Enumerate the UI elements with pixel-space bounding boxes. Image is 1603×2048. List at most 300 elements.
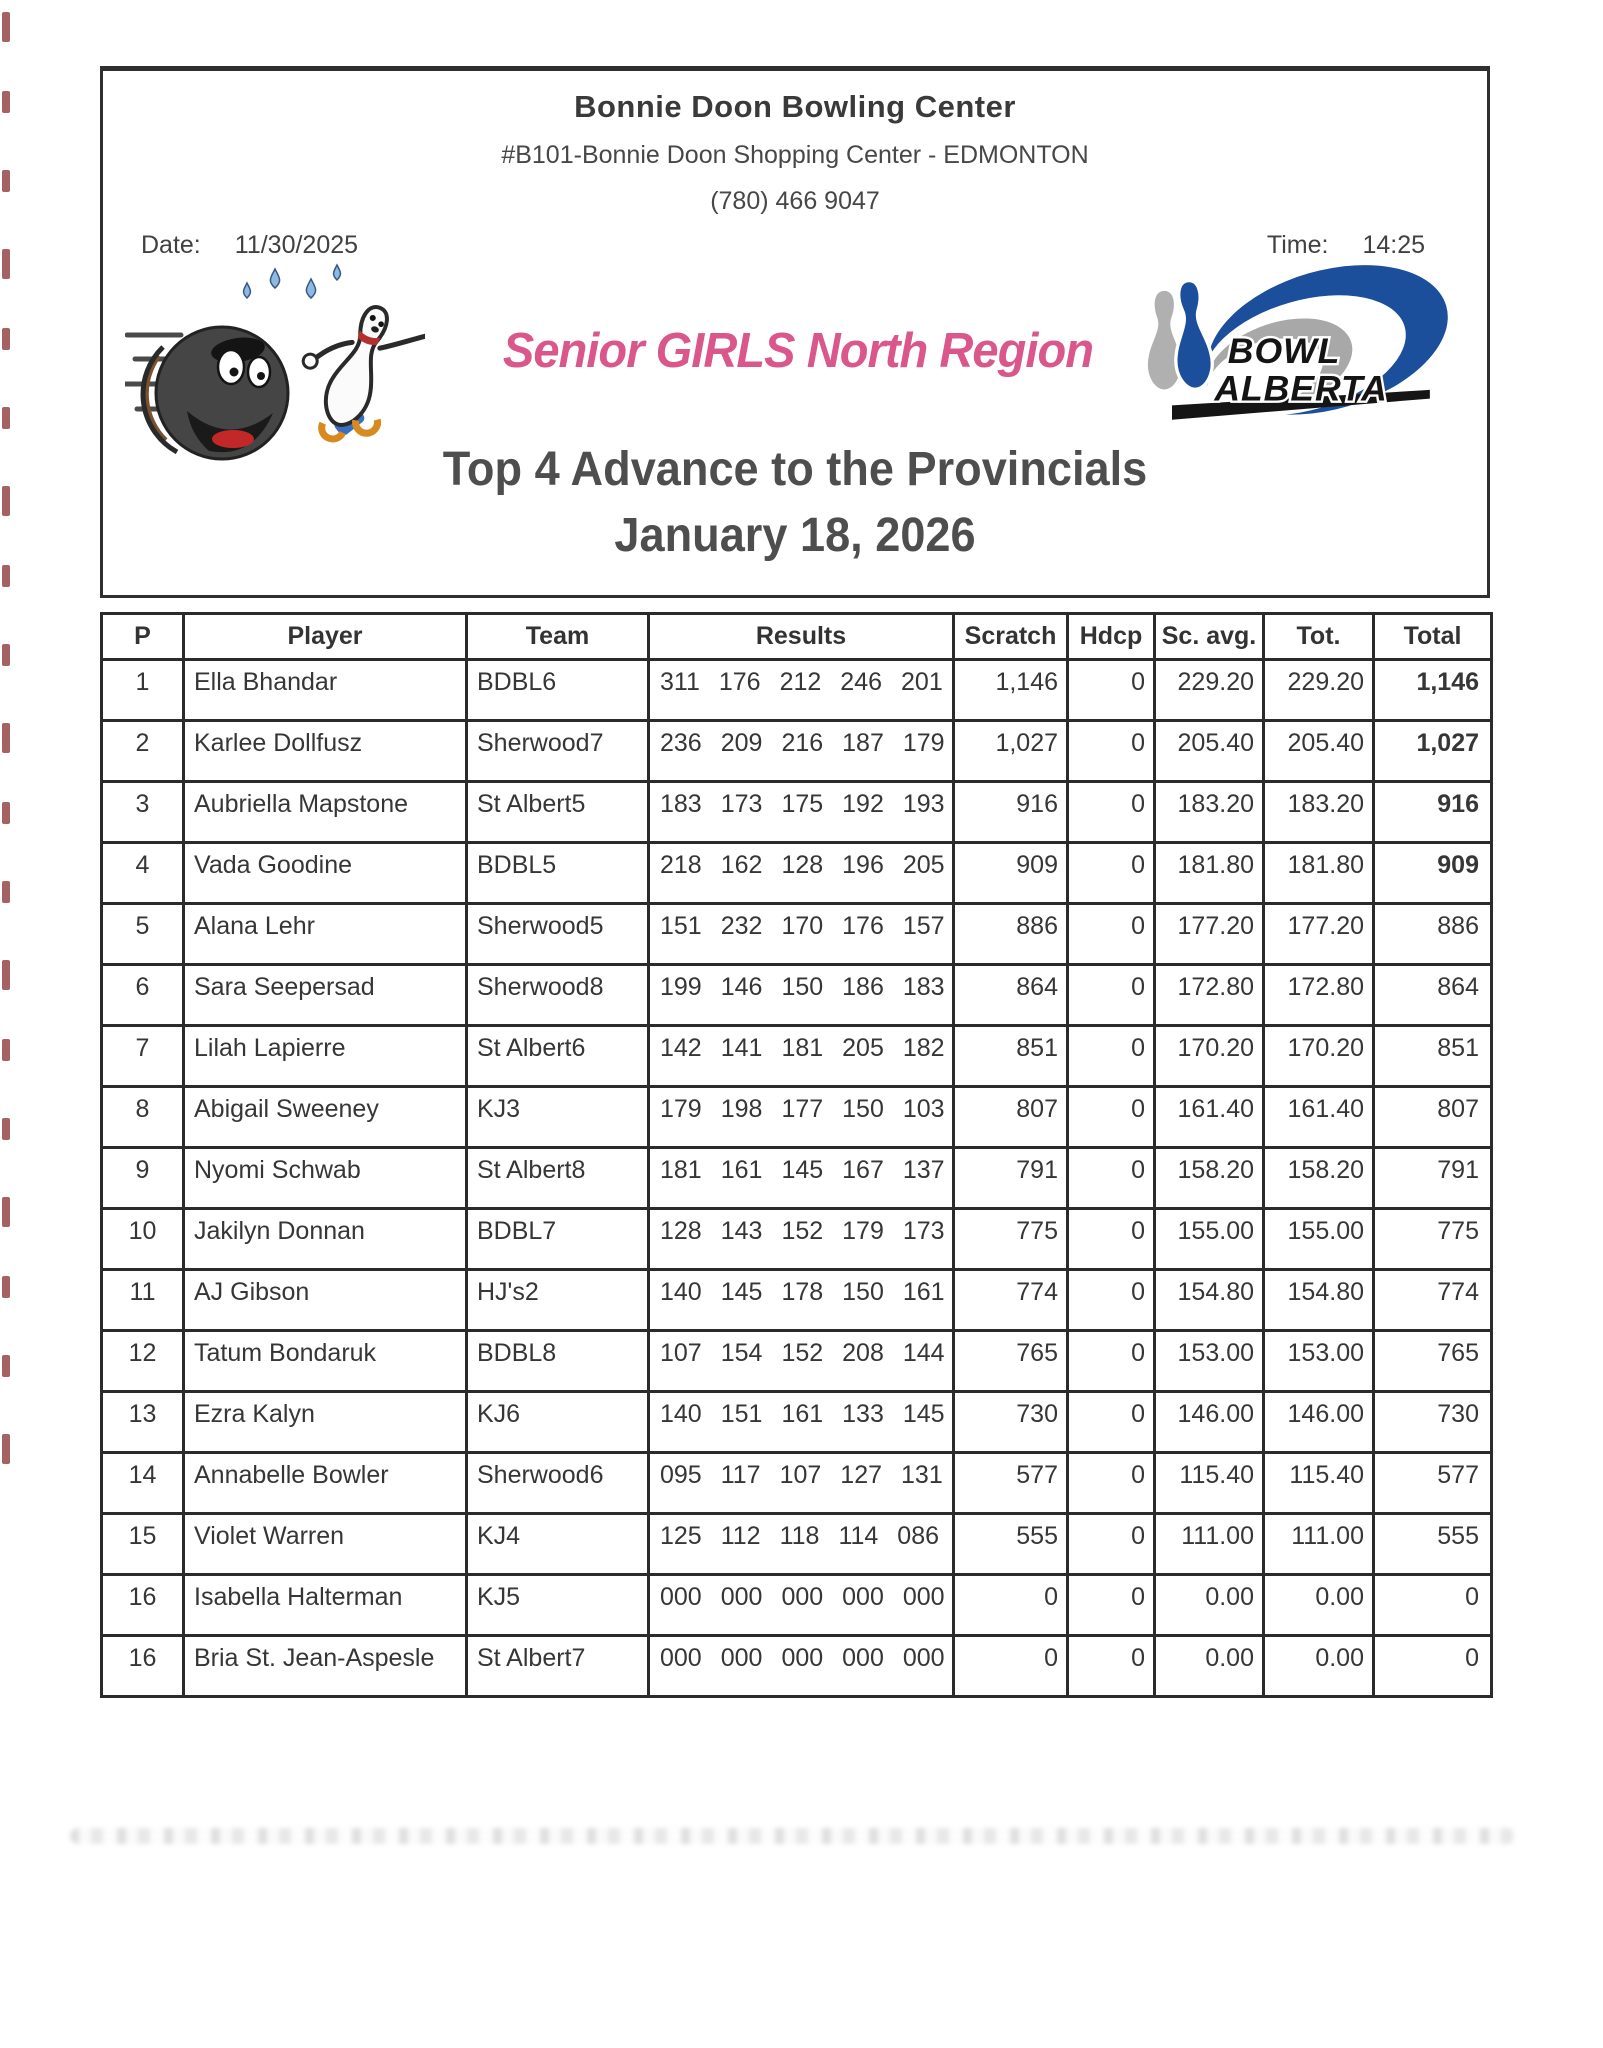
rank-cell: 16 [102,1575,184,1636]
table-row [102,1209,1492,1270]
scan-edge-mark [2,565,10,587]
game-score: 201 [901,668,943,696]
game-score: 142 [660,1034,702,1062]
team-cell: KJ4 [467,1514,649,1575]
game-score: 000 [842,1583,884,1611]
game-score: 183 [660,790,702,818]
total-cell: 774 [1374,1270,1492,1331]
results-cell [649,1026,954,1087]
scan-edge-mark [2,1276,10,1298]
date-field [141,231,358,263]
table-row [102,782,1492,843]
results-cell [649,1087,954,1148]
tot-cell: 183.20 [1264,782,1374,843]
scratch-cell: 916 [954,782,1068,843]
rank-cell: 16 [102,1636,184,1697]
game-score: 107 [779,1461,822,1489]
tot-cell: 155.00 [1264,1209,1374,1270]
table-row [102,1514,1492,1575]
game-score: 176 [842,912,884,940]
game-score: 181 [660,1156,702,1184]
player-cell: Abigail Sweeney [184,1087,467,1148]
results-cell [649,660,954,721]
tot-cell: 115.40 [1264,1453,1374,1514]
game-score: 000 [902,1644,945,1672]
game-score: 182 [902,1034,945,1062]
hdcp-cell: 0 [1068,660,1155,721]
scan-edge-mark [2,1197,10,1227]
rank-cell: 15 [102,1514,184,1575]
game-score: 133 [842,1400,884,1428]
sc-avg-cell: 154.80 [1155,1270,1264,1331]
hdcp-cell: 0 [1068,1453,1155,1514]
hdcp-cell: 0 [1068,1270,1155,1331]
center-phone: (780) 466 9047 [710,187,880,215]
sc-avg-cell: 0.00 [1155,1636,1264,1697]
game-score: 145 [902,1400,945,1428]
results-cell [649,1636,954,1697]
total-cell: 1,027 [1374,721,1492,782]
sc-avg-cell: 111.00 [1155,1514,1264,1575]
hdcp-cell: 0 [1068,1514,1155,1575]
game-score: 112 [720,1522,761,1550]
table-row [102,1087,1492,1148]
game-score: 193 [902,790,945,818]
col-header-hdcp: Hdcp [1068,614,1155,660]
game-score: 128 [781,851,824,879]
game-score: 196 [842,851,884,879]
scratch-cell: 886 [954,904,1068,965]
hdcp-cell: 0 [1068,965,1155,1026]
game-score: 000 [842,1644,884,1672]
time-value: 14:25 [1362,231,1425,259]
game-score: 186 [842,973,884,1001]
table-header-row [102,614,1492,660]
game-score: 192 [842,790,884,818]
results-cell [649,1392,954,1453]
hdcp-cell: 0 [1068,1636,1155,1697]
scan-edge-mark [2,1039,10,1061]
team-cell: St Albert6 [467,1026,649,1087]
game-score: 161 [781,1400,824,1428]
scratch-cell: 765 [954,1331,1068,1392]
game-score: 198 [720,1095,763,1123]
scan-edge-mark [2,486,10,516]
logo-text-alberta: ALBERTA [1214,368,1388,409]
bowl-alberta-logo [1129,261,1469,439]
game-score: 000 [781,1644,824,1672]
game-score: 167 [842,1156,884,1184]
game-score: 157 [902,912,945,940]
table-row [102,1331,1492,1392]
game-score: 179 [902,729,945,757]
total-cell: 1,146 [1374,660,1492,721]
team-cell: BDBL5 [467,843,649,904]
scan-edge-mark [2,960,10,990]
total-cell: 765 [1374,1331,1492,1392]
game-score: 145 [720,1278,763,1306]
tot-cell: 0.00 [1264,1575,1374,1636]
game-score: 173 [720,790,763,818]
table-row [102,965,1492,1026]
game-score: 150 [842,1095,884,1123]
scratch-cell: 791 [954,1148,1068,1209]
game-score: 150 [842,1278,884,1306]
game-score: 162 [720,851,763,879]
col-header-sc-avg: Sc. avg. [1155,614,1264,660]
game-score: 145 [781,1156,824,1184]
scan-edge-mark [2,881,10,903]
game-score: 205 [902,851,945,879]
game-score: 143 [720,1217,763,1245]
game-score: 154 [720,1339,763,1367]
scan-edge-mark [2,723,10,753]
rank-cell: 7 [102,1026,184,1087]
total-cell: 807 [1374,1087,1492,1148]
sc-avg-cell: 177.20 [1155,904,1264,965]
table-row [102,1575,1492,1636]
scratch-cell: 555 [954,1514,1068,1575]
scan-edge-mark [2,91,10,113]
tot-cell: 177.20 [1264,904,1374,965]
game-score: 095 [660,1461,702,1489]
total-cell: 851 [1374,1026,1492,1087]
team-cell: HJ's2 [467,1270,649,1331]
game-score: 086 [897,1522,940,1550]
date-value: 11/30/2025 [234,231,359,259]
game-score: 187 [842,729,884,757]
team-cell: KJ6 [467,1392,649,1453]
announcement-line1: Top 4 Advance to the Provincials [442,443,1148,496]
game-score: 114 [838,1522,879,1550]
hdcp-cell: 0 [1068,904,1155,965]
scratch-cell: 0 [954,1636,1068,1697]
sc-avg-cell: 146.00 [1155,1392,1264,1453]
player-cell: Karlee Dollfusz [184,721,467,782]
sc-avg-cell: 229.20 [1155,660,1264,721]
table-row [102,904,1492,965]
tot-cell: 172.80 [1264,965,1374,1026]
player-cell: Sara Seepersad [184,965,467,1026]
game-score: 232 [720,912,763,940]
hdcp-cell: 0 [1068,1392,1155,1453]
game-score: 140 [660,1400,702,1428]
sc-avg-cell: 115.40 [1155,1453,1264,1514]
team-cell: BDBL8 [467,1331,649,1392]
table-row [102,721,1492,782]
rank-cell: 5 [102,904,184,965]
team-cell: St Albert8 [467,1148,649,1209]
hdcp-cell: 0 [1068,782,1155,843]
game-score: 179 [660,1095,702,1123]
sc-avg-cell: 0.00 [1155,1575,1264,1636]
game-score: 209 [720,729,763,757]
tot-cell: 181.80 [1264,843,1374,904]
rank-cell: 8 [102,1087,184,1148]
game-score: 208 [842,1339,884,1367]
player-cell: Jakilyn Donnan [184,1209,467,1270]
col-header-scratch: Scratch [954,614,1068,660]
team-cell: St Albert5 [467,782,649,843]
game-score: 151 [720,1400,763,1428]
total-cell: 555 [1374,1514,1492,1575]
player-cell: Violet Warren [184,1514,467,1575]
scratch-cell: 851 [954,1026,1068,1087]
tot-cell: 146.00 [1264,1392,1374,1453]
game-score: 151 [660,912,702,940]
hdcp-cell: 0 [1068,1026,1155,1087]
results-cell [649,1209,954,1270]
game-score: 183 [902,973,945,1001]
table-row [102,1148,1492,1209]
table-row [102,1270,1492,1331]
table-row [102,1453,1492,1514]
center-address: #B101-Bonnie Doon Shopping Center - EDMONTON [501,141,1089,169]
scratch-cell: 0 [954,1575,1068,1636]
game-score: 146 [720,973,763,1001]
tot-cell: 229.20 [1264,660,1374,721]
sc-avg-cell: 158.20 [1155,1148,1264,1209]
player-cell: Ezra Kalyn [184,1392,467,1453]
rank-cell: 11 [102,1270,184,1331]
game-score: 170 [781,912,824,940]
player-cell: Aubriella Mapstone [184,782,467,843]
game-score: 000 [660,1644,702,1672]
scratch-cell: 577 [954,1453,1068,1514]
hdcp-cell: 0 [1068,1148,1155,1209]
game-score: 181 [781,1034,824,1062]
total-cell: 791 [1374,1148,1492,1209]
game-score: 000 [660,1583,702,1611]
game-score: 000 [781,1583,824,1611]
player-cell: Vada Goodine [184,843,467,904]
team-cell: Sherwood8 [467,965,649,1026]
standings-table [100,612,1493,1698]
team-cell: Sherwood5 [467,904,649,965]
sc-avg-cell: 183.20 [1155,782,1264,843]
col-header-tot: Tot. [1264,614,1374,660]
total-cell: 577 [1374,1453,1492,1514]
col-header-p: P [102,614,184,660]
player-cell: Bria St. Jean-Aspesle [184,1636,467,1697]
game-score: 141 [720,1034,763,1062]
game-score: 000 [902,1583,945,1611]
game-score: 125 [660,1522,702,1550]
sc-avg-cell: 153.00 [1155,1331,1264,1392]
hdcp-cell: 0 [1068,721,1155,782]
team-cell: St Albert7 [467,1636,649,1697]
scratch-cell: 730 [954,1392,1068,1453]
tot-cell: 161.40 [1264,1087,1374,1148]
game-score: 107 [660,1339,702,1367]
rank-cell: 10 [102,1209,184,1270]
rank-cell: 14 [102,1453,184,1514]
game-score: 127 [840,1461,883,1489]
results-cell [649,1453,954,1514]
game-score: 117 [720,1461,761,1489]
scan-edge-mark [2,12,10,42]
team-cell: BDBL6 [467,660,649,721]
total-cell: 730 [1374,1392,1492,1453]
scan-edge-mark [2,170,10,192]
tot-cell: 154.80 [1264,1270,1374,1331]
logo-text-bowl: BOWL [1227,330,1341,371]
scan-edge-mark [2,249,10,279]
results-cell [649,1148,954,1209]
scan-noise-artifact [70,1828,1515,1844]
results-cell [649,904,954,965]
tot-cell: 158.20 [1264,1148,1374,1209]
tot-cell: 111.00 [1264,1514,1374,1575]
scan-edge-mark [2,802,10,824]
rank-cell: 1 [102,660,184,721]
rank-cell: 6 [102,965,184,1026]
tot-cell: 0.00 [1264,1636,1374,1697]
game-score: 103 [902,1095,945,1123]
sc-avg-cell: 172.80 [1155,965,1264,1026]
game-score: 179 [842,1217,884,1245]
time-label: Time: [1266,231,1329,259]
hdcp-cell: 0 [1068,1331,1155,1392]
game-score: 212 [779,668,822,696]
total-cell: 916 [1374,782,1492,843]
event-title: Senior GIRLS North Region [502,324,1094,378]
table-row [102,1636,1492,1697]
table-row [102,1026,1492,1087]
scan-edge-mark [2,407,10,429]
player-cell: Ella Bhandar [184,660,467,721]
rank-cell: 9 [102,1148,184,1209]
game-score: 131 [901,1461,943,1489]
sc-avg-cell: 205.40 [1155,721,1264,782]
results-cell [649,965,954,1026]
game-score: 000 [720,1583,763,1611]
tot-cell: 153.00 [1264,1331,1374,1392]
date-label: Date: [141,231,201,259]
game-score: 144 [902,1339,945,1367]
rank-cell: 13 [102,1392,184,1453]
team-cell: Sherwood7 [467,721,649,782]
scan-edge-mark [2,1118,10,1140]
header-box [100,66,1490,598]
results-cell [649,843,954,904]
hdcp-cell: 0 [1068,843,1155,904]
game-score: 199 [660,973,702,1001]
col-header-player: Player [184,614,467,660]
scratch-cell: 774 [954,1270,1068,1331]
game-score: 175 [781,790,824,818]
game-score: 176 [718,668,761,696]
game-score: 000 [720,1644,763,1672]
team-cell: KJ3 [467,1087,649,1148]
game-score: 152 [781,1217,824,1245]
tot-cell: 205.40 [1264,721,1374,782]
team-cell: BDBL7 [467,1209,649,1270]
game-score: 128 [660,1217,702,1245]
game-score: 150 [781,973,824,1001]
total-cell: 775 [1374,1209,1492,1270]
sc-avg-cell: 155.00 [1155,1209,1264,1270]
scratch-cell: 807 [954,1087,1068,1148]
datetime-row [141,231,1425,263]
scratch-cell: 1,027 [954,721,1068,782]
game-score: 178 [781,1278,824,1306]
game-score: 161 [902,1278,945,1306]
sc-avg-cell: 161.40 [1155,1087,1264,1148]
game-score: 236 [660,729,702,757]
results-cell [649,1270,954,1331]
col-header-results: Results [649,614,954,660]
scratch-cell: 1,146 [954,660,1068,721]
scan-edge-mark [2,1355,10,1377]
sc-avg-cell: 170.20 [1155,1026,1264,1087]
tot-cell: 170.20 [1264,1026,1374,1087]
total-cell: 0 [1374,1575,1492,1636]
total-cell: 864 [1374,965,1492,1026]
game-score: 118 [779,1522,820,1550]
hdcp-cell: 0 [1068,1087,1155,1148]
total-cell: 909 [1374,843,1492,904]
scan-edge-mark [2,644,10,666]
table-row [102,1392,1492,1453]
table-row [102,660,1492,721]
hdcp-cell: 0 [1068,1575,1155,1636]
game-score: 140 [660,1278,702,1306]
game-score: 311 [660,668,700,696]
center-name: Bonnie Doon Bowling Center [574,89,1016,124]
bowl-alberta-logo-icon [1129,261,1469,439]
results-cell [649,782,954,843]
results-cell [649,1331,954,1392]
rank-cell: 3 [102,782,184,843]
announcement-line2: January 18, 2026 [614,509,976,562]
player-cell: Isabella Halterman [184,1575,467,1636]
scratch-cell: 909 [954,843,1068,904]
game-score: 177 [781,1095,824,1123]
team-cell: Sherwood6 [467,1453,649,1514]
announcement-title [145,437,1446,569]
game-score: 161 [720,1156,763,1184]
player-cell: Lilah Lapierre [184,1026,467,1087]
game-score: 173 [902,1217,945,1245]
results-cell [649,721,954,782]
game-score: 205 [842,1034,884,1062]
time-field [1267,231,1425,263]
game-score: 216 [781,729,824,757]
player-cell: Annabelle Bowler [184,1453,467,1514]
team-cell: KJ5 [467,1575,649,1636]
scan-edge-mark [2,328,10,350]
rank-cell: 2 [102,721,184,782]
player-cell: Alana Lehr [184,904,467,965]
player-cell: Nyomi Schwab [184,1148,467,1209]
hdcp-cell: 0 [1068,1209,1155,1270]
sc-avg-cell: 181.80 [1155,843,1264,904]
rank-cell: 4 [102,843,184,904]
results-cell [649,1514,954,1575]
total-cell: 0 [1374,1636,1492,1697]
scan-edge-mark [2,1434,10,1464]
game-score: 218 [660,851,702,879]
results-cell [649,1575,954,1636]
game-score: 246 [840,668,883,696]
game-score: 152 [781,1339,824,1367]
game-score: 137 [902,1156,945,1184]
scratch-cell: 864 [954,965,1068,1026]
scratch-cell: 775 [954,1209,1068,1270]
col-header-total: Total [1374,614,1492,660]
total-cell: 886 [1374,904,1492,965]
